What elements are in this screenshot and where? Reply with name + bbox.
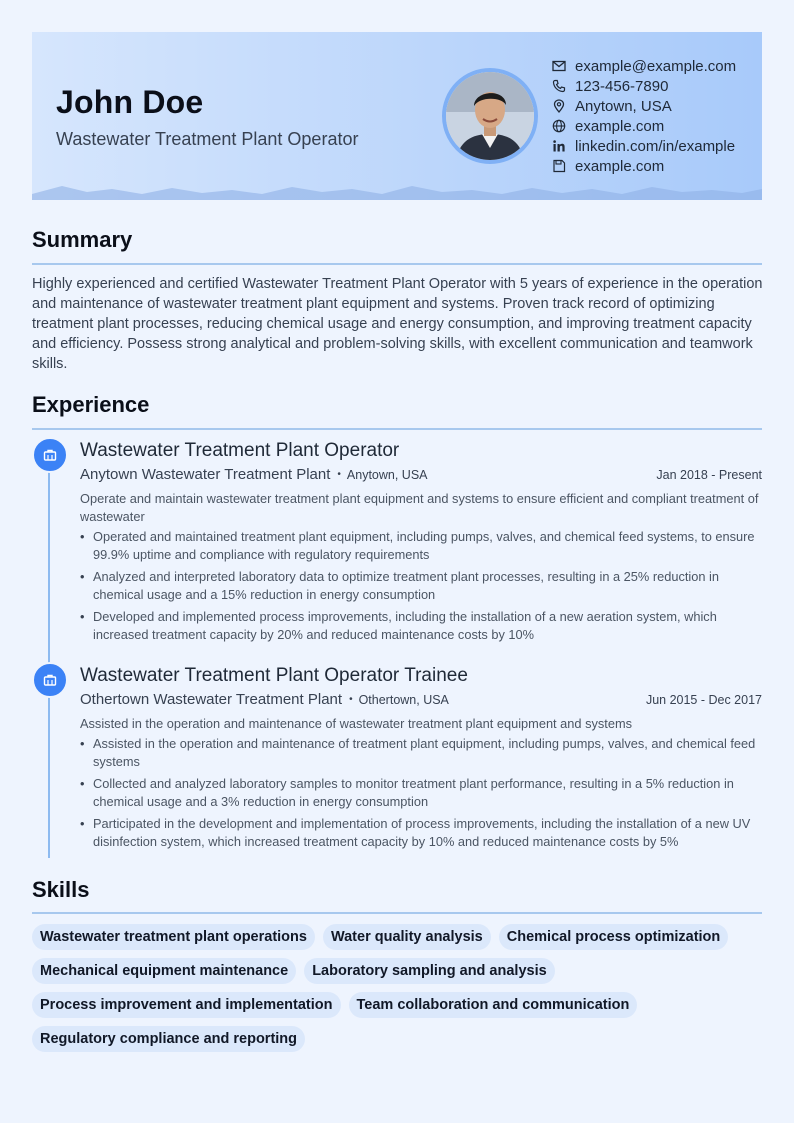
job-achievements — [80, 528, 762, 644]
contact-phone-text: 123-456-7890 — [575, 77, 669, 95]
contact-website[interactable] — [552, 116, 736, 136]
achievement-item: • Collected and analyzed laboratory samples to monitor treatment plant performance, resulting in a 5% reduction in chemical usage and a 3% reduction in energy consumption — [80, 775, 762, 811]
contact-list — [552, 56, 736, 176]
summary-text: Highly experienced and certified Wastewater Treatment Plant Operator with 5 years of experience in the operation and maintenance of wastewater treatment plant equipment and systems. Proven track record of optimizing treatment plant processes, reducing chemical usage and energy consumption, and improving treatment capacity and efficiency. Possess strong analytical and problem-solving skills, with excellent communication and teamwork skills. — [32, 276, 763, 372]
portfolio-icon — [552, 159, 566, 173]
job-company: Anytown Wastewater Treatment Plant — [80, 466, 331, 483]
skill-tag: Laboratory sampling and analysis — [304, 958, 555, 984]
contact-portfolio[interactable] — [552, 156, 736, 176]
skills-heading: Skills — [32, 877, 90, 902]
contact-linkedin[interactable] — [552, 136, 736, 156]
candidate-title: Wastewater Treatment Plant Operator — [56, 129, 359, 149]
skill-tag: Team collaboration and communication — [349, 992, 638, 1018]
mail-icon — [552, 59, 566, 73]
skill-tag: Mechanical equipment maintenance — [32, 958, 296, 984]
summary-divider — [32, 263, 762, 265]
achievement-item: • Operated and maintained treatment plant equipment, including pumps, valves, and chemical feed systems, to ensure 99.9% uptime and compliance with regulatory requirements — [80, 528, 762, 564]
meta-separator: • — [349, 694, 353, 705]
job-description: Operate and maintain wastewater treatment plant equipment and systems to ensure efficient and compliant treatment of wastewater — [80, 491, 759, 524]
achievement-item: • Analyzed and interpreted laboratory data to optimize treatment plant processes, resulting in a 25% reduction in chemical usage and a 15% reduction in energy consumption — [80, 568, 762, 604]
experience-timeline — [48, 452, 50, 858]
header-wave-decoration — [32, 180, 762, 200]
linkedin-icon — [552, 139, 566, 153]
globe-icon — [552, 119, 566, 133]
job-achievements — [80, 735, 762, 851]
job-1-marker — [32, 437, 68, 473]
briefcase-icon — [43, 673, 57, 687]
skill-tag: Process improvement and implementation — [32, 992, 341, 1018]
job-meta — [80, 691, 762, 713]
skills-row — [32, 958, 772, 984]
contact-location — [552, 96, 736, 116]
summary-heading: Summary — [32, 227, 133, 252]
skills-divider — [32, 912, 762, 914]
meta-separator: • — [337, 469, 341, 480]
experience-divider — [32, 428, 762, 430]
job-title: Wastewater Treatment Plant Operator — [80, 440, 400, 461]
job-2-marker — [32, 662, 68, 698]
job-location: Anytown, USA — [346, 468, 428, 482]
skills-row — [32, 1026, 772, 1052]
achievement-item: • Participated in the development and implementation of process improvements, including the installation of a new UV disinfection system, which increased treatment capacity by 10% and reduced maintenance costs by 5% — [80, 815, 762, 851]
skill-tag: Chemical process optimization — [499, 924, 729, 950]
job-entry — [80, 440, 762, 648]
skills-row — [32, 992, 772, 1018]
job-entry — [80, 665, 762, 855]
profile-photo — [442, 68, 538, 164]
skill-tag: Regulatory compliance and reporting — [32, 1026, 305, 1052]
skill-tag: Water quality analysis — [323, 924, 491, 950]
location-pin-icon — [552, 99, 566, 113]
contact-email[interactable] — [552, 56, 736, 76]
contact-phone[interactable] — [552, 76, 736, 96]
contact-location-text: Anytown, USA — [575, 97, 672, 115]
achievement-item: • Assisted in the operation and maintenance of treatment plant equipment, including pumps, valves, and chemical feed systems — [80, 735, 762, 771]
job-title: Wastewater Treatment Plant Operator Trainee — [80, 665, 468, 686]
contact-email-text: example@example.com — [575, 57, 737, 75]
profile-photo-illustration — [446, 72, 534, 160]
phone-icon — [552, 79, 566, 93]
job-location: Othertown, USA — [358, 693, 449, 707]
contact-portfolio-text: example.com — [575, 157, 665, 175]
header-banner — [32, 32, 762, 200]
achievement-item: • Developed and implemented process improvements, including the installation of a new aeration system, which increased treatment capacity by 20% and reduced maintenance costs by 10% — [80, 608, 762, 644]
skills-row — [32, 924, 772, 950]
job-description: Assisted in the operation and maintenance of wastewater treatment plant equipment and systems — [80, 716, 633, 731]
contact-linkedin-text: linkedin.com/in/example — [575, 137, 736, 155]
job-company: Othertown Wastewater Treatment Plant — [80, 691, 343, 708]
job-meta — [80, 466, 762, 488]
skills-list — [32, 924, 772, 1060]
experience-heading: Experience — [32, 392, 150, 417]
contact-website-text: example.com — [575, 117, 665, 135]
candidate-name: John Doe — [56, 84, 204, 120]
skill-tag: Wastewater treatment plant operations — [32, 924, 315, 950]
briefcase-icon — [43, 448, 57, 462]
job-dates: Jun 2015 - Dec 2017 — [645, 693, 762, 707]
job-dates: Jan 2018 - Present — [656, 468, 762, 482]
